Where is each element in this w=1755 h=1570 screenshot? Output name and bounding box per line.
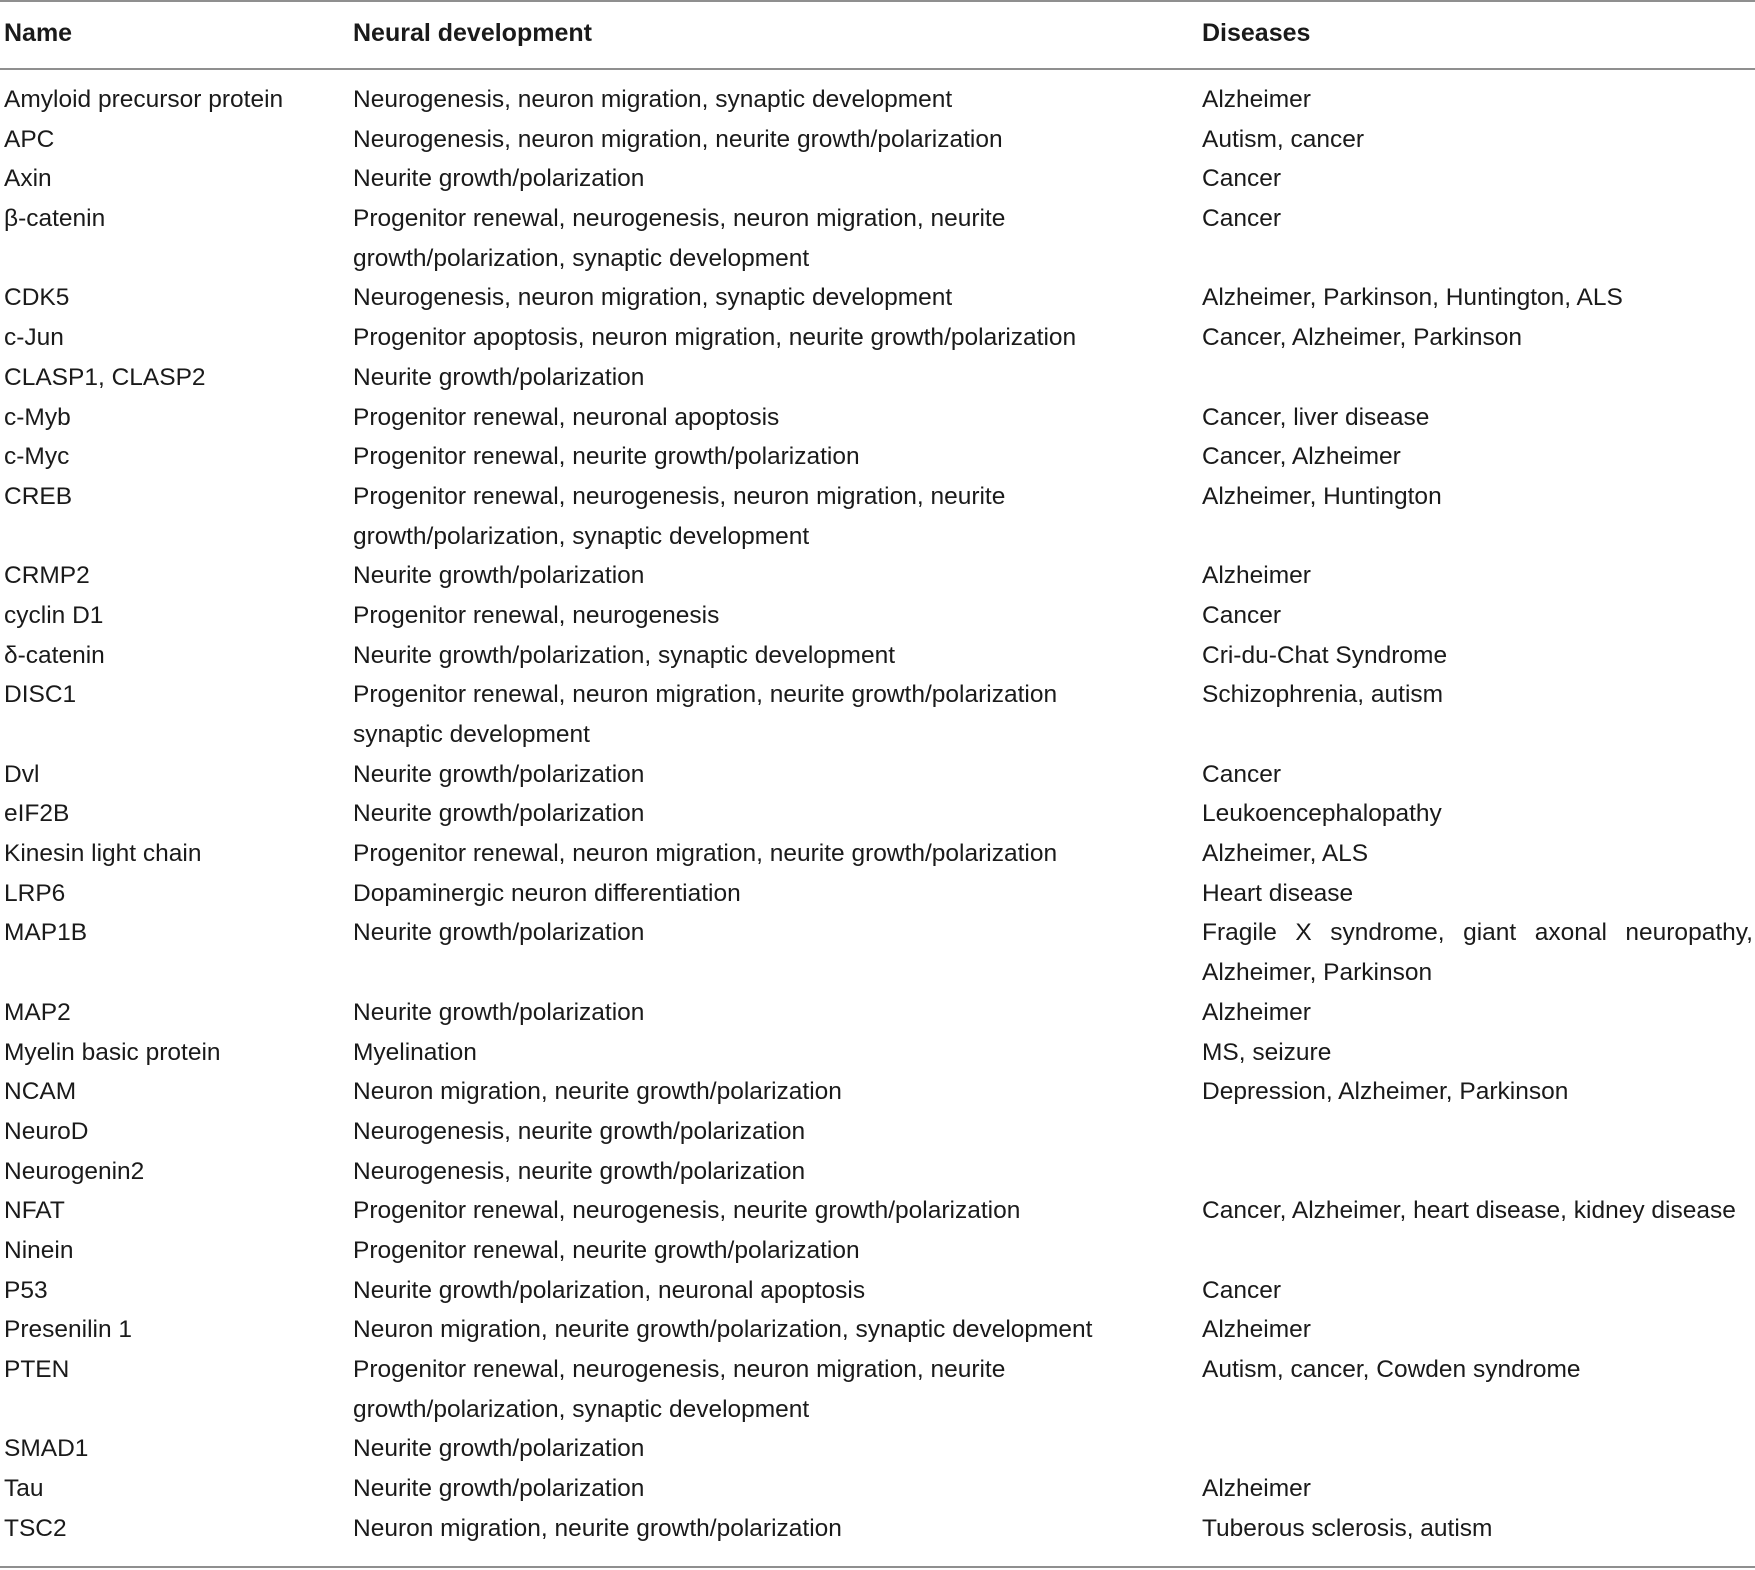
cell-line: Neuron migration, neurite growth/polarization <box>353 1078 842 1106</box>
cell-name: Dvl <box>4 760 40 788</box>
cell-line: Progenitor renewal, neuron migration, neurite growth/polarization <box>353 840 1058 868</box>
cell-line: Alzheimer, ALS <box>1202 840 1369 868</box>
cell-name: Kinesin light chain <box>4 840 202 868</box>
cell-name: c-Myb <box>4 403 71 431</box>
cell-neural-development <box>353 437 1143 477</box>
cell-line: Neuron migration, neurite growth/polarization <box>353 1514 842 1542</box>
cell-diseases <box>1202 398 1753 438</box>
cell-name: β-catenin <box>4 205 106 233</box>
cell-diseases <box>1202 1469 1753 1509</box>
cell-line: Heart disease <box>1202 879 1354 907</box>
table-row <box>0 80 1755 120</box>
cell-line: growth/polarization, synaptic development <box>353 244 810 272</box>
cell-diseases <box>1202 874 1753 914</box>
cell-neural-development <box>353 199 1143 278</box>
cell-diseases <box>1202 477 1753 517</box>
cell-name: cyclin D1 <box>4 601 104 629</box>
cell-name: PTEN <box>4 1356 70 1384</box>
cell-name: SMAD1 <box>4 1435 89 1463</box>
cell-diseases <box>1202 755 1753 795</box>
cell-neural-development <box>353 80 1143 120</box>
cell-neural-development <box>353 755 1143 795</box>
cell-name: TSC2 <box>4 1514 67 1542</box>
cell-line: Neurite growth/polarization, neuronal apoptosis <box>353 1276 866 1304</box>
bottom-rule <box>0 1566 1755 1568</box>
cell-name: NeuroD <box>4 1117 89 1145</box>
table-row <box>0 1350 1755 1429</box>
cell-neural-development <box>353 398 1143 438</box>
cell-line: Progenitor apoptosis, neuron migration, neurite growth/polarization <box>353 324 1077 352</box>
cell-line: Alzheimer <box>1202 1475 1311 1503</box>
cell-line: Neurite growth/polarization <box>353 998 645 1026</box>
cell-line: synaptic development <box>353 721 590 749</box>
cell-name: Ninein <box>4 1237 74 1264</box>
cell-line: Cancer <box>1202 205 1281 233</box>
cell-line: Neurogenesis, neurite growth/polarization <box>353 1117 806 1145</box>
cell-line: Neurite growth/polarization <box>353 562 645 590</box>
cell-name: Neurogenin2 <box>4 1157 145 1185</box>
cell-diseases <box>1202 159 1753 199</box>
cell-diseases <box>1202 913 1753 992</box>
cell-line: MS, seizure <box>1202 1038 1332 1066</box>
cell-line: Neurite growth/polarization <box>353 919 645 947</box>
cell-diseases <box>1202 1271 1753 1311</box>
cell-name: CREB <box>4 482 73 510</box>
cell-neural-development <box>353 1310 1143 1350</box>
table-row <box>0 834 1755 874</box>
table-row <box>0 1469 1755 1509</box>
cell-line: Progenitor renewal, neuronal apoptosis <box>353 403 780 431</box>
cell-neural-development <box>353 1509 1143 1549</box>
cell-line: Cancer <box>1202 601 1281 629</box>
cell-line: Neuron migration, neurite growth/polarization, synaptic development <box>353 1316 1093 1344</box>
table-row <box>0 278 1755 318</box>
cell-line: Neurite growth/polarization <box>353 363 645 391</box>
cell-line: growth/polarization, synaptic development <box>353 1395 810 1423</box>
cell-diseases <box>1202 993 1753 1033</box>
table-row <box>0 1072 1755 1112</box>
cell-line: Leukoencephalopathy <box>1202 800 1442 828</box>
cell-neural-development <box>353 1231 1143 1271</box>
cell-name: CDK5 <box>4 284 70 312</box>
table-row <box>0 556 1755 596</box>
cell-neural-development <box>353 477 1143 556</box>
cell-name: Tau <box>4 1475 44 1503</box>
cell-neural-development <box>353 1191 1143 1231</box>
header-rule <box>0 68 1755 70</box>
cell-line: Progenitor renewal, neurogenesis, neuron migration, neurite <box>353 1356 1006 1384</box>
table-row <box>0 636 1755 676</box>
cell-line: Autism, cancer, Cowden syndrome <box>1202 1356 1581 1384</box>
table-row <box>0 159 1755 199</box>
cell-line: Fragile X syndrome, giant axonal neuropathy, <box>1202 919 1753 947</box>
cell-name: P53 <box>4 1276 48 1304</box>
cell-diseases <box>1202 437 1753 477</box>
cell-line: Depression, Alzheimer, Parkinson <box>1202 1078 1569 1106</box>
table-row <box>0 437 1755 477</box>
table-row <box>0 1033 1755 1073</box>
cell-diseases <box>1202 1310 1753 1350</box>
cell-line: Alzheimer <box>1202 1316 1311 1344</box>
cell-neural-development <box>353 358 1143 398</box>
table-row <box>0 1429 1755 1469</box>
cell-line: Neurite growth/polarization <box>353 760 645 788</box>
header-diseases: Diseases <box>1202 19 1311 47</box>
cell-name: c-Myc <box>4 443 70 471</box>
cell-name: APC <box>4 125 55 153</box>
table-row <box>0 199 1755 278</box>
cell-diseases <box>1202 675 1753 715</box>
cell-name: Myelin basic protein <box>4 1038 221 1066</box>
cell-name: DISC1 <box>4 681 77 709</box>
cell-neural-development <box>353 159 1143 199</box>
cell-line: Progenitor renewal, neuron migration, neurite growth/polarization <box>353 681 1058 709</box>
cell-line: Neurogenesis, neuron migration, neurite growth/polarization <box>353 125 1003 153</box>
table-row <box>0 755 1755 795</box>
table-row <box>0 398 1755 438</box>
cell-neural-development <box>353 556 1143 596</box>
cell-diseases <box>1202 318 1753 358</box>
cell-neural-development <box>353 1350 1143 1429</box>
cell-line: Progenitor renewal, neurogenesis <box>353 601 720 629</box>
table-row <box>0 794 1755 834</box>
cell-neural-development <box>353 1152 1143 1192</box>
table-row <box>0 913 1755 992</box>
cell-diseases <box>1202 80 1753 120</box>
cell-neural-development <box>353 636 1143 676</box>
cell-line: growth/polarization, synaptic development <box>353 522 810 550</box>
header-name: Name <box>4 19 73 47</box>
cell-diseases <box>1202 794 1753 834</box>
table-row <box>0 1310 1755 1350</box>
table-row <box>0 1509 1755 1549</box>
table-row <box>0 1271 1755 1311</box>
cell-line: Alzheimer <box>1202 998 1311 1026</box>
cell-name: Presenilin 1 <box>4 1316 133 1344</box>
cell-line: Neurite growth/polarization <box>353 165 645 193</box>
cell-name: eIF2B <box>4 800 70 828</box>
cell-line: Cancer, Alzheimer, Parkinson <box>1202 324 1523 352</box>
cell-name: Amyloid precursor protein <box>4 86 284 113</box>
cell-line: Progenitor renewal, neurogenesis, neurite growth/polarization <box>353 1197 1021 1225</box>
cell-name: NCAM <box>4 1078 77 1106</box>
cell-name: δ-catenin <box>4 641 105 669</box>
cell-line: Schizophrenia, autism <box>1202 681 1444 709</box>
cell-line: Neurogenesis, neurite growth/polarization <box>353 1157 806 1185</box>
cell-line: Dopaminergic neuron differentiation <box>353 879 741 907</box>
cell-neural-development <box>353 1429 1143 1469</box>
table-row <box>0 318 1755 358</box>
cell-line: Cancer <box>1202 165 1281 193</box>
cell-line: Alzheimer <box>1202 86 1311 113</box>
cell-line: Neurogenesis, neuron migration, synaptic development <box>353 86 953 113</box>
cell-name: NFAT <box>4 1197 65 1225</box>
cell-line: Progenitor renewal, neurite growth/polarization <box>353 1237 860 1264</box>
cell-line: Neurite growth/polarization, synaptic development <box>353 641 896 669</box>
table-row <box>0 120 1755 160</box>
table-row <box>0 993 1755 1033</box>
cell-neural-development <box>353 1271 1143 1311</box>
cell-line: Progenitor renewal, neurogenesis, neuron migration, neurite <box>353 205 1006 233</box>
cell-diseases <box>1202 1350 1753 1390</box>
table-row <box>0 1231 1755 1271</box>
cell-neural-development <box>353 675 1143 754</box>
cell-diseases <box>1202 1509 1753 1549</box>
cell-line: Cri-du-Chat Syndrome <box>1202 641 1448 669</box>
cell-name: MAP1B <box>4 919 88 947</box>
table-row <box>0 1191 1755 1231</box>
cell-line: Neurogenesis, neuron migration, synaptic development <box>353 284 953 312</box>
cell-line: Alzheimer <box>1202 562 1311 590</box>
cell-diseases <box>1202 278 1753 318</box>
cell-line: Alzheimer, Parkinson, Huntington, ALS <box>1202 284 1623 312</box>
cell-line: Myelination <box>353 1038 477 1066</box>
cell-line: Progenitor renewal, neurogenesis, neuron migration, neurite <box>353 482 1006 510</box>
cell-neural-development <box>353 120 1143 160</box>
table-row <box>0 1112 1755 1152</box>
cell-neural-development <box>353 318 1143 358</box>
cell-neural-development <box>353 834 1143 874</box>
table-row <box>0 1152 1755 1192</box>
cell-line: Progenitor renewal, neurite growth/polarization <box>353 443 860 471</box>
cell-line: Tuberous sclerosis, autism <box>1202 1514 1493 1542</box>
cell-name: CLASP1, CLASP2 <box>4 363 206 391</box>
cell-diseases <box>1202 596 1753 636</box>
cell-neural-development <box>353 913 1143 953</box>
table-row <box>0 874 1755 914</box>
cell-neural-development <box>353 993 1143 1033</box>
cell-line: Cancer <box>1202 1276 1281 1304</box>
cell-line: Cancer, Alzheimer, heart disease, kidney disease <box>1202 1197 1736 1225</box>
cell-diseases <box>1202 199 1753 239</box>
cell-diseases <box>1202 120 1753 160</box>
cell-name: CRMP2 <box>4 562 90 590</box>
cell-line: Alzheimer, Huntington <box>1202 482 1442 510</box>
cell-name: LRP6 <box>4 879 66 907</box>
cell-diseases <box>1202 1033 1753 1073</box>
table-body <box>0 80 1755 1549</box>
cell-neural-development <box>353 596 1143 636</box>
cell-neural-development <box>353 1469 1143 1509</box>
table-row <box>0 596 1755 636</box>
cell-name: c-Jun <box>4 324 64 352</box>
cell-neural-development <box>353 1112 1143 1152</box>
cell-diseases <box>1202 1072 1753 1112</box>
table-row <box>0 675 1755 754</box>
cell-line: Neurite growth/polarization <box>353 800 645 828</box>
cell-neural-development <box>353 1033 1143 1073</box>
table-row <box>0 477 1755 556</box>
cell-line: Neurite growth/polarization <box>353 1435 645 1463</box>
cell-diseases <box>1202 556 1753 596</box>
cell-line: Cancer, Alzheimer <box>1202 443 1401 471</box>
cell-line: Neurite growth/polarization <box>353 1475 645 1503</box>
cell-neural-development <box>353 794 1143 834</box>
cell-line: Autism, cancer <box>1202 125 1365 153</box>
cell-neural-development <box>353 874 1143 914</box>
cell-diseases <box>1202 834 1753 874</box>
cell-name: Axin <box>4 165 52 193</box>
table-row <box>0 358 1755 398</box>
cell-name: MAP2 <box>4 998 71 1026</box>
table-header <box>0 0 1755 68</box>
cell-diseases <box>1202 1191 1753 1231</box>
header-neural-development: Neural development <box>353 19 592 47</box>
cell-neural-development <box>353 278 1143 318</box>
cell-neural-development <box>353 1072 1143 1112</box>
cell-line: Alzheimer, Parkinson <box>1202 959 1433 987</box>
cell-line: Cancer <box>1202 760 1281 788</box>
cell-line: Cancer, liver disease <box>1202 403 1430 431</box>
cell-diseases <box>1202 636 1753 676</box>
